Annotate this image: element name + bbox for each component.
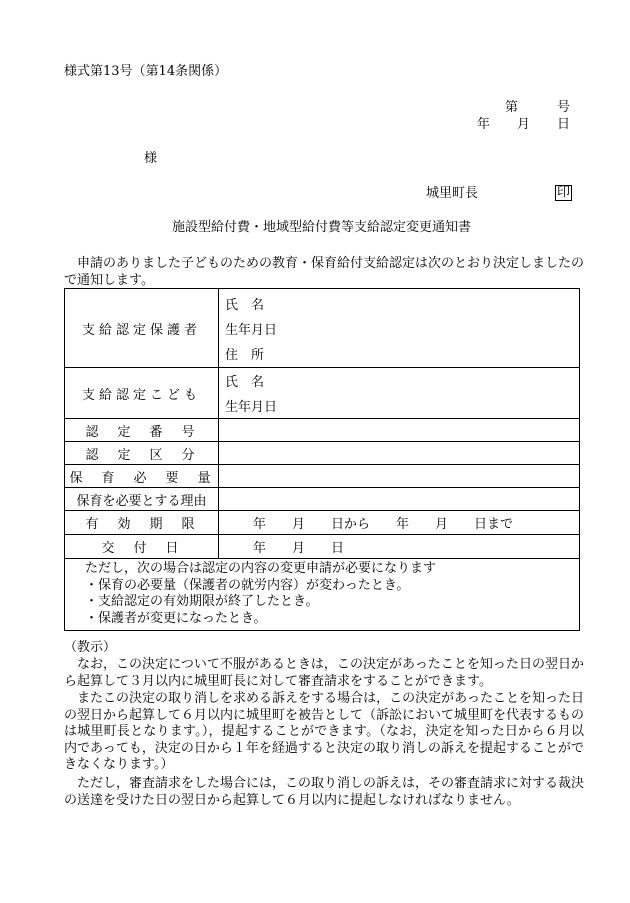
care-reason-label: 保育を必要とする理由 [76,493,207,509]
table-row [65,465,580,488]
child-label-cell [65,368,219,419]
issue-date-label: 交 付 日 [101,541,182,556]
issue-date-value-cell [219,535,580,559]
note-item: ・支給認定の有効期限が終了したとき。 [85,594,319,609]
certification-table [64,288,580,631]
form-number: 様式第13号（第14条関係） [64,64,228,79]
table-row [65,488,580,511]
guardian-label-cell [65,289,219,368]
document-number-go: 号 [557,100,571,115]
validity-label: 有 効 期 限 [85,517,198,532]
document-number-dai: 第 [505,100,519,115]
care-amount-value-cell [219,465,580,488]
cert-category-value-cell [219,442,580,465]
notes-cell [65,559,580,631]
child-name-field: 氏 名 [225,375,265,390]
instruction-paragraph-2: またこの決定の取り消しを求める訴えをする場合は，この決定があったことを知った日の翌日から起算して６月以内に城里町を被告として（訴訟において城里町を代表するものは城里町長となります。），提起することができます。（なお，決定を知った日から６月以内であっても，決定の日から１年を経過すると決定の取り消しの訴えを提起することができなくなります。） [64,691,585,772]
cert-category-label-cell [65,442,219,465]
document-title: 施設型給付費・地域型給付費等支給認定変更通知書 [172,220,472,235]
care-amount-label: 保 育 必 要 量 [69,470,214,486]
instruction-heading: （教示） [64,640,117,655]
recipient-honorific: 様 [144,151,158,166]
seal-mark: 印 [557,185,571,200]
instruction-paragraph-1: なお，この決定について不服があるときは，この決定があったことを知った日の翌日から起算して３月以内に城里町長に対して審査請求をすることができます。 [64,657,584,689]
guardian-name-field: 氏 名 [225,297,265,313]
validity-value-cell [219,511,580,535]
cert-number-value-cell [219,419,580,442]
table-row [65,559,580,631]
issue-date-label-cell [65,535,219,559]
table-row [65,289,580,368]
issue-date-value: 年 月 日 [253,541,345,556]
validity-label-cell [65,511,219,535]
child-label: 支給認定こども [81,387,201,403]
guardian-birthdate-field: 生年月日 [225,322,278,338]
child-fields-cell [219,368,580,419]
notes-intro: ただし，次の場合は認定の内容の変更申請が必要になります [85,561,437,576]
note-item: ・保育の必要量（保護者の就労内容）が変わったとき。 [85,577,410,593]
care-amount-label-cell [65,465,219,488]
date-month: 月 [517,117,531,132]
instruction-paragraph-3: ただし，審査請求をした場合には，この取り消しの訴えは，その審査請求に対する裁決の送達を受けた日の翌日から起算して６月以内に提起しなければなりません。 [64,776,585,808]
care-reason-label-cell [65,488,219,511]
cert-number-label: 認 定 番 号 [85,424,198,440]
date-year: 年 [477,117,491,132]
cert-category-label: 認 定 区 分 [85,447,198,463]
date-day: 日 [557,117,571,132]
validity-value: 年 月 日から 年 月 日まで [253,517,514,532]
intro-text: 申請のありました子どものための教育・保育給付支給認定は次のとおり決定しましたので通知します。 [64,256,585,288]
cert-number-label-cell [65,419,219,442]
table-row [65,511,580,535]
table-row [65,535,580,559]
guardian-fields-cell [219,289,580,368]
note-item: ・保護者が変更になったとき。 [85,610,267,626]
table-row [65,368,580,419]
notes-block [65,559,579,630]
issuer-name: 城里町長 [426,186,479,201]
guardian-label: 支給認定保護者 [81,322,201,338]
guardian-address-field: 住 所 [225,347,265,363]
care-reason-value-cell [219,488,580,511]
table-row [65,442,580,465]
child-birthdate-field: 生年月日 [225,400,278,415]
table-row [65,419,580,442]
